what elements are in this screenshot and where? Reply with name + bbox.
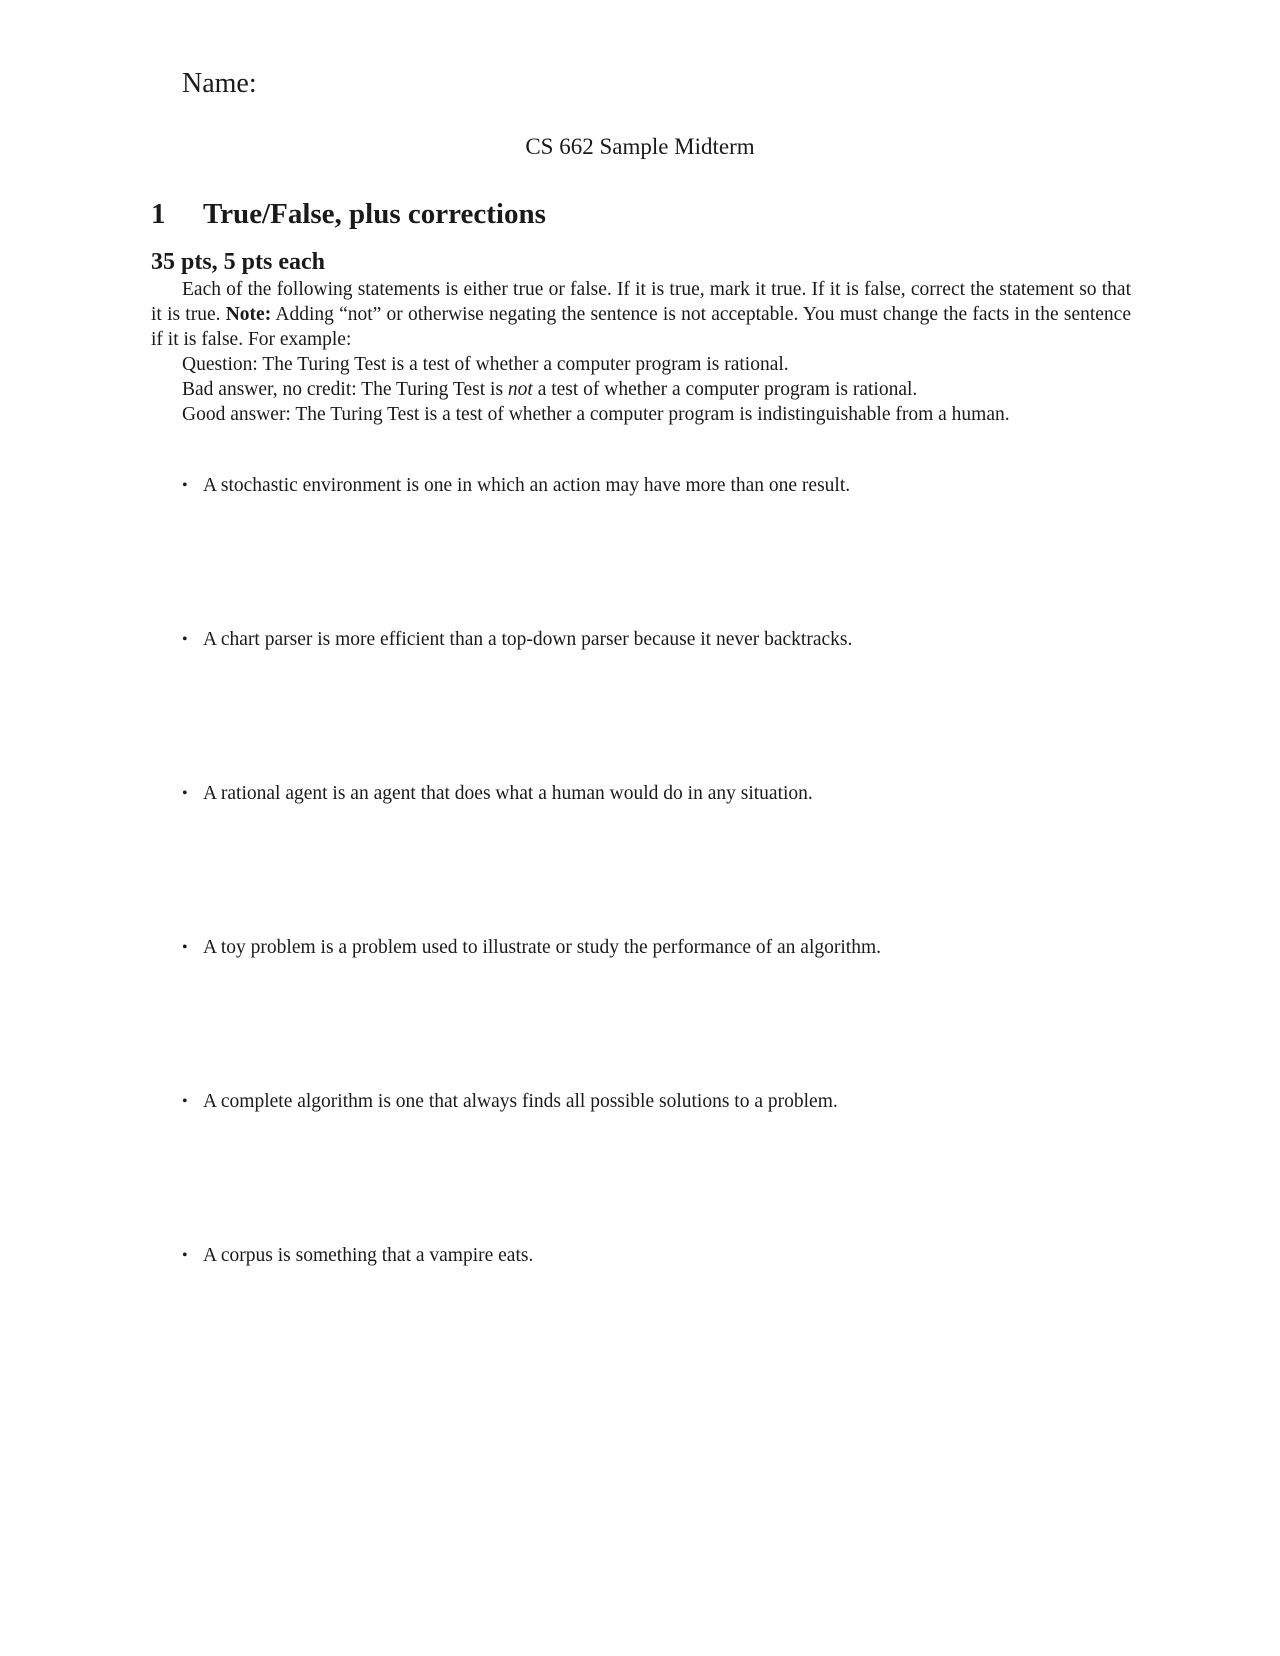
bullet-icon: •: [182, 1093, 188, 1110]
bullet-icon: •: [182, 939, 188, 956]
statement-text: A chart parser is more efficient than a top-down parser because it never backtracks.: [203, 629, 853, 650]
example-good-answer: Good answer: The Turing Test is a test of whether a computer program is indistinguishable from a human.: [182, 404, 1010, 425]
statement-text: A rational agent is an agent that does what a human would do in any situation.: [203, 783, 813, 804]
instructions-text-part1: Each of the following statements is either true or false. If it is true, mark it true. If it is false, correct the statement so that it is true.: [151, 279, 1131, 325]
note-label: Note:: [225, 304, 272, 325]
bad-answer-prefix: Bad answer, no credit: The Turing Test is: [182, 379, 508, 400]
statement-text: A complete algorithm is one that always finds all possible solutions to a problem.: [203, 1091, 838, 1112]
statement-item: [182, 937, 881, 959]
bullet-icon: •: [182, 1247, 188, 1264]
statement-item: [182, 629, 852, 651]
statement-item: [182, 1091, 838, 1113]
example-bad-answer: [151, 377, 1131, 402]
bad-answer-emphasis: not: [507, 379, 533, 400]
statement-item: [182, 1245, 533, 1267]
document-title: CS 662 Sample Midterm: [525, 134, 755, 159]
section-number: 1: [151, 198, 166, 230]
instructions-paragraph: [151, 277, 1131, 352]
name-label: Name:: [182, 68, 257, 99]
instructions: [151, 277, 1131, 427]
points-heading: 35 pts, 5 pts each: [151, 249, 326, 275]
section-heading: [151, 198, 546, 231]
example-question: Question: The Turing Test is a test of whether a computer program is rational.: [182, 354, 789, 375]
statement-text: A corpus is something that a vampire eats.: [203, 1245, 534, 1266]
bad-answer-suffix: a test of whether a computer program is rational.: [532, 379, 918, 400]
bullet-icon: •: [182, 631, 188, 648]
section-title: True/False, plus corrections: [203, 198, 546, 230]
statement-item: [182, 475, 850, 497]
statement-text: A stochastic environment is one in which an action may have more than one result.: [203, 475, 851, 496]
statement-item: [182, 783, 813, 805]
bullet-icon: •: [182, 477, 188, 494]
instructions-text-part2: Adding “not” or otherwise negating the sentence is not acceptable. You must change the facts in the sentence if it is false. For example:: [151, 304, 1131, 350]
statement-text: A toy problem is a problem used to illustrate or study the performance of an algorithm.: [203, 937, 882, 958]
bullet-icon: •: [182, 785, 188, 802]
